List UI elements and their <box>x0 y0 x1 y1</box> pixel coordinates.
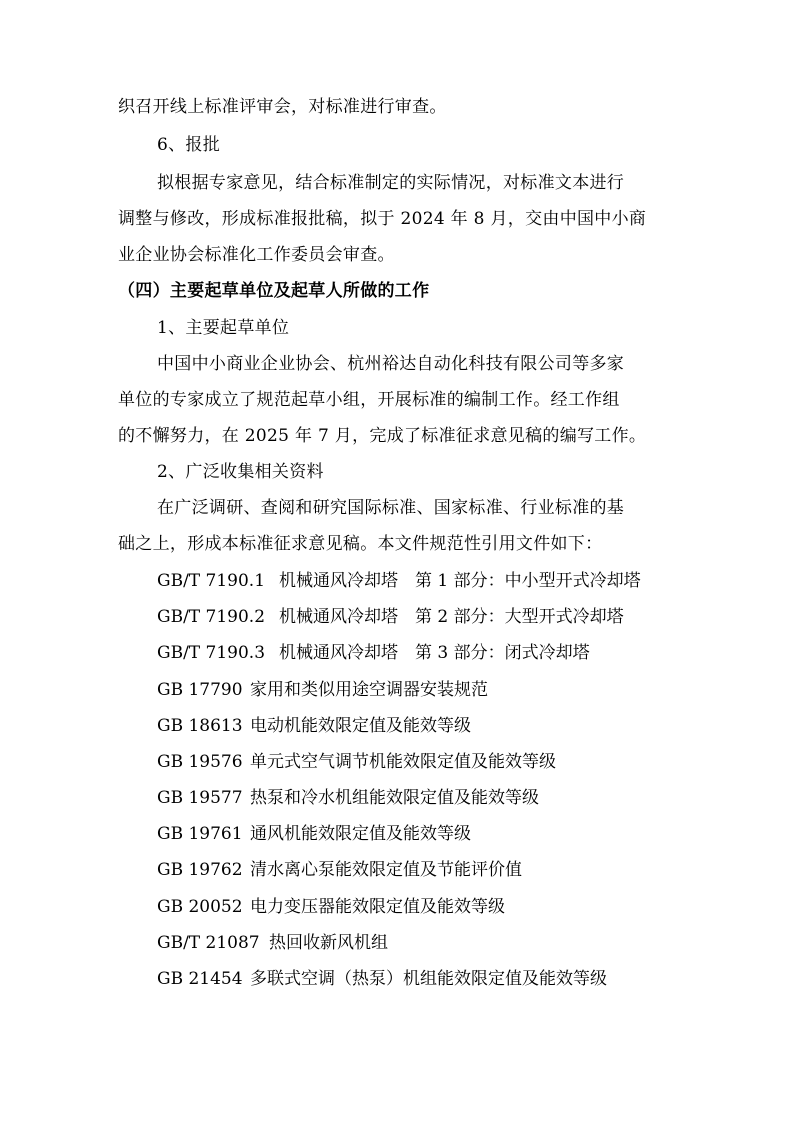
reference-code: GB 18613 <box>157 716 243 736</box>
reference-title: 机械通风冷却塔 第 1 部分：中小型开式冷却塔 <box>279 571 641 591</box>
reference-code: GB/T 7190.3 <box>157 643 266 663</box>
reference-code: GB/T 7190.1 <box>157 571 266 591</box>
paragraph-line: 中国中小商业企业协会、杭州裕达自动化科技有限公司等多家 <box>157 354 625 374</box>
reference-title: 电力变压器能效限定值及能效等级 <box>250 897 505 917</box>
reference-code: GB 21454 <box>157 969 243 989</box>
reference-title: 电动机能效限定值及能效等级 <box>250 716 471 736</box>
subsection-title: 1、主要起草单位 <box>157 318 290 338</box>
step-6-title: 6、报批 <box>157 135 221 155</box>
paragraph-line: 单位的专家成立了规范起草小组，开展标准的编制工作。经工作组 <box>118 390 620 410</box>
reference-title: 家用和类似用途空调器安装规范 <box>250 680 488 700</box>
reference-title: 热回收新风机组 <box>269 933 388 953</box>
reference-item <box>157 896 505 918</box>
paragraph-line: 织召开线上标准评审会，对标准进行审查。 <box>118 97 447 117</box>
paragraph-line: 的不懈努力，在 2025 年 7 月，完成了标准征求意见稿的编写工作。 <box>118 426 647 446</box>
paragraph-line: 业企业协会标准化工作委员会审查。 <box>118 245 395 265</box>
reference-item <box>157 679 488 701</box>
reference-code: GB 17790 <box>157 680 243 700</box>
reference-code: GB 19761 <box>157 824 243 844</box>
reference-item <box>157 787 539 809</box>
reference-item <box>157 751 556 773</box>
reference-title: 机械通风冷却塔 第 3 部分：闭式冷却塔 <box>279 643 590 663</box>
paragraph-line: 础之上，形成本标准征求意见稿。本文件规范性引用文件如下： <box>118 534 603 554</box>
reference-item <box>157 606 624 628</box>
reference-title: 热泵和冷水机组能效限定值及能效等级 <box>250 788 539 808</box>
reference-item <box>157 968 607 990</box>
paragraph-line: 调整与修改，形成标准报批稿，拟于 2024 年 8 月，交由中国中小商 <box>118 209 647 229</box>
reference-code: GB 19577 <box>157 788 243 808</box>
reference-code: GB 19762 <box>157 860 243 880</box>
reference-title: 多联式空调（热泵）机组能效限定值及能效等级 <box>250 969 607 989</box>
subsection-title: 2、广泛收集相关资料 <box>157 462 324 482</box>
reference-item <box>157 715 471 737</box>
reference-title: 清水离心泵能效限定值及节能评价值 <box>250 860 522 880</box>
reference-item <box>157 823 471 845</box>
reference-code: GB 20052 <box>157 897 243 917</box>
section-heading: （四）主要起草单位及起草人所做的工作 <box>118 281 430 301</box>
reference-title: 通风机能效限定值及能效等级 <box>250 824 471 844</box>
reference-title: 机械通风冷却塔 第 2 部分：大型开式冷却塔 <box>279 607 624 627</box>
paragraph-line: 在广泛调研、查阅和研究国际标准、国家标准、行业标准的基 <box>157 498 625 518</box>
paragraph-line: 拟根据专家意见，结合标准制定的实际情况，对标准文本进行 <box>157 173 625 193</box>
reference-item <box>157 570 641 592</box>
reference-code: GB 19576 <box>157 752 243 772</box>
reference-title: 单元式空气调节机能效限定值及能效等级 <box>250 752 556 772</box>
reference-code: GB/T 21087 <box>157 933 260 953</box>
reference-item <box>157 932 388 954</box>
reference-item <box>157 859 522 881</box>
reference-code: GB/T 7190.2 <box>157 607 266 627</box>
reference-item <box>157 642 590 664</box>
